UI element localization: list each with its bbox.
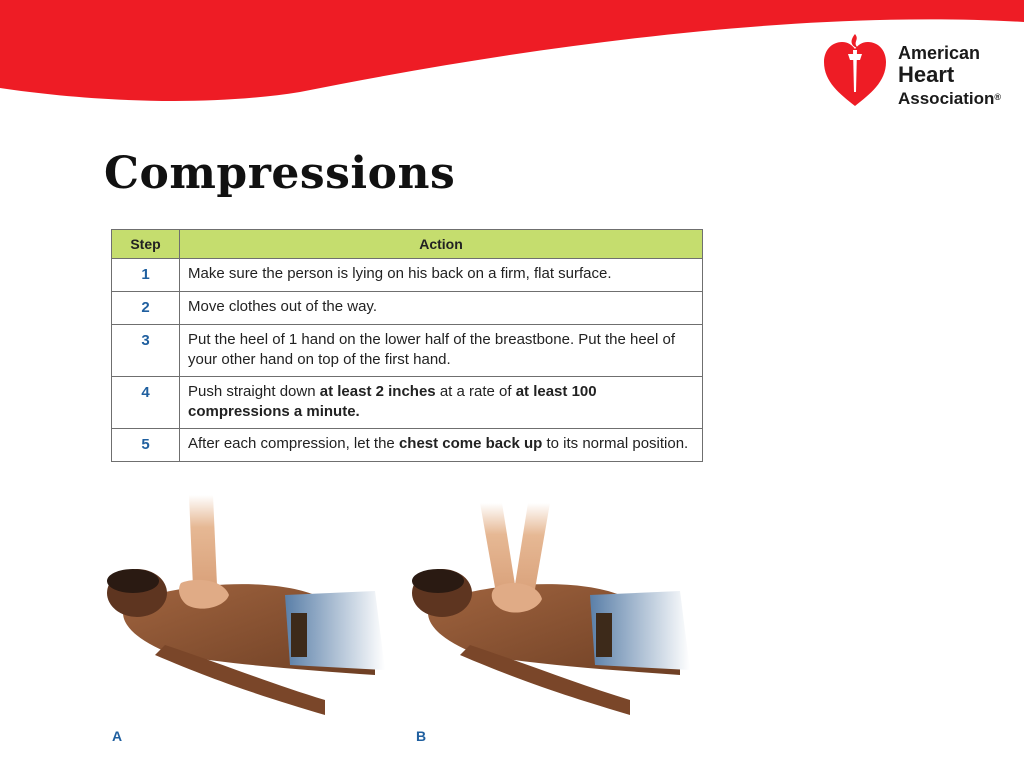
- table-row: [112, 259, 703, 292]
- step-action: Make sure the person is lying on his back on a firm, flat surface.: [180, 259, 703, 292]
- cpr-illustration-a: [105, 495, 405, 725]
- table-row: [112, 429, 703, 462]
- american-heart-association-logo: [820, 32, 1020, 112]
- figure-label-b: B: [416, 728, 427, 744]
- step-number: 2: [112, 292, 180, 325]
- table-row: [112, 325, 703, 377]
- step-action: After each compression, let the chest come back up to its normal position.: [180, 429, 703, 462]
- table-row: [112, 292, 703, 325]
- logo-line-american: American: [898, 43, 981, 63]
- step-number: 1: [112, 259, 180, 292]
- slide-title: Compressions: [104, 148, 456, 199]
- table-row: [112, 377, 703, 429]
- registered-mark: ®: [994, 92, 1001, 102]
- column-header-step: Step: [112, 230, 180, 259]
- step-action: Move clothes out of the way.: [180, 292, 703, 325]
- table-header-row: [112, 230, 703, 259]
- step-action: Push straight down at least 2 inches at a rate of at least 100 compressions a minute.: [180, 377, 703, 429]
- logo-wordmark: [898, 42, 1001, 110]
- compression-steps-table: [111, 229, 703, 462]
- step-number: 4: [112, 377, 180, 429]
- step-action: Put the heel of 1 hand on the lower half of the breastbone. Put the heel of your other hand on top of the first hand.: [180, 325, 703, 377]
- column-header-action: Action: [180, 230, 703, 259]
- heart-torch-icon: [820, 32, 890, 110]
- logo-line-association: Association: [898, 89, 995, 108]
- step-number: 3: [112, 325, 180, 377]
- figure-label-a: A: [112, 728, 123, 744]
- cpr-illustration-b: [410, 495, 710, 725]
- step-number: 5: [112, 429, 180, 462]
- logo-line-heart: Heart: [898, 62, 955, 87]
